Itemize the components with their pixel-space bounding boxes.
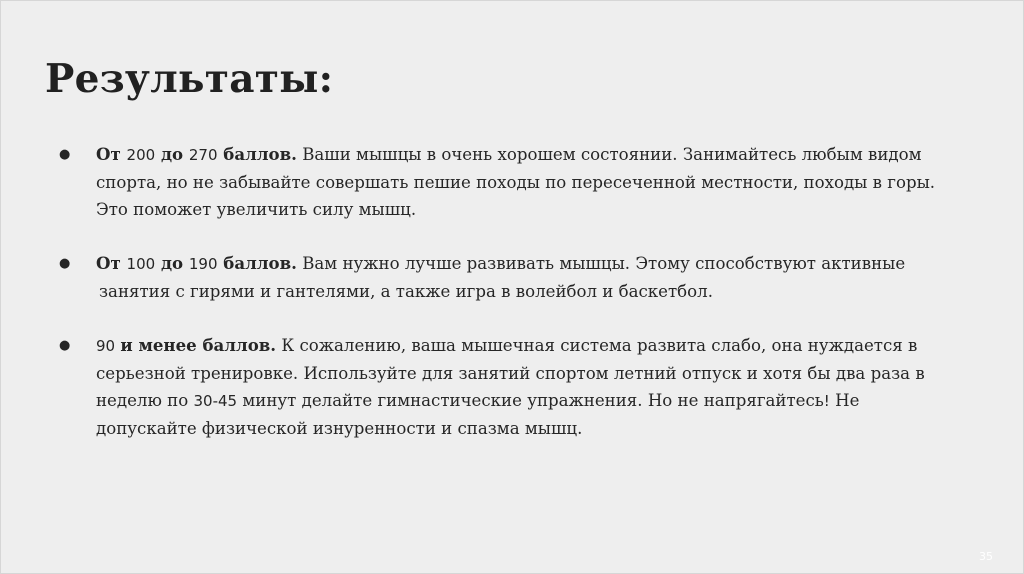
score-number: 200: [126, 146, 156, 164]
item-text: допускайте физической изнуренности и спазма мышц.: [96, 419, 583, 438]
item-lead: и менее баллов.: [120, 335, 277, 355]
item-text: Это поможет увеличить силу мышц.: [96, 200, 417, 219]
results-list: [59, 141, 979, 442]
lead-word: От: [96, 253, 121, 273]
item-line: [96, 250, 979, 278]
list-item: [59, 250, 979, 305]
item-text: спорта, но не забывайте совершать пешие походы по пересеченной местности, походы в горы.: [96, 173, 936, 192]
item-text: занятия с гирями и гантелями, а также игра в волейбол и баскетбол.: [99, 282, 713, 301]
bullet-marker: ●: [59, 338, 71, 353]
item-text: неделю по: [96, 391, 189, 410]
lead-word: до: [160, 144, 184, 164]
slide-title: Результаты:: [45, 56, 334, 102]
list-item: [59, 141, 979, 223]
item-text: Ваши мышцы в очень хорошем состоянии. Занимайтесь любым видом: [302, 145, 922, 164]
item-line: [96, 141, 979, 169]
bullet-marker: ●: [59, 147, 71, 162]
duration-number: 30-45: [193, 392, 238, 410]
lead-word: От: [96, 144, 121, 164]
item-lead: [96, 144, 297, 164]
item-lead: [96, 253, 297, 273]
lead-word: до: [160, 253, 184, 273]
item-text: Не: [835, 391, 860, 410]
item-text: минут делайте гимнастические упражнения. Но не напрягайтесь: [242, 391, 824, 410]
list-item: [59, 332, 979, 442]
bullet-marker: ●: [59, 256, 71, 271]
lead-word: баллов.: [223, 253, 297, 273]
item-text: К сожалению, ваша мышечная система развита слабо, она нуждается в: [281, 336, 918, 355]
page-number: 35: [979, 550, 993, 563]
exclamation-mark: !: [823, 392, 830, 410]
score-number: 90: [96, 337, 116, 355]
item-text: Вам нужно лучше развивать мышцы. Этому способствуют активные: [302, 254, 906, 273]
item-line: [96, 332, 979, 360]
item-line: [96, 387, 979, 415]
score-number: 190: [188, 255, 218, 273]
score-number: 100: [126, 255, 156, 273]
score-number: 270: [188, 146, 218, 164]
lead-word: баллов.: [223, 144, 297, 164]
item-text: серьезной тренировке. Используйте для занятий спортом летний отпуск и хотя бы два раза в: [96, 364, 925, 383]
